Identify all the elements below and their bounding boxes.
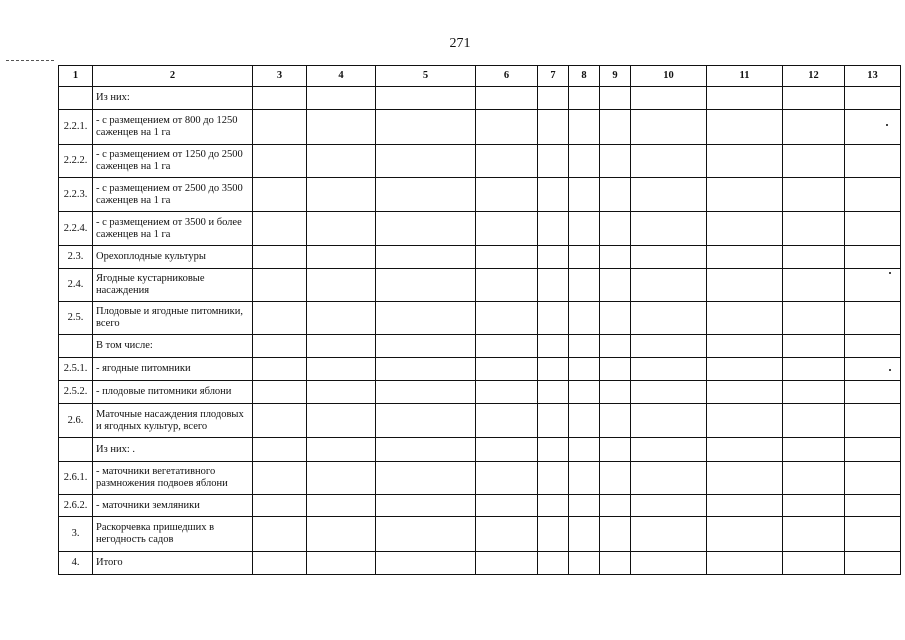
empty-cell (376, 212, 476, 246)
row-label: - маточники земляники (93, 495, 253, 517)
empty-cell (538, 110, 569, 145)
empty-cell (631, 335, 707, 358)
empty-cell (845, 495, 901, 517)
table-row (59, 178, 901, 212)
row-number: 2.5.1. (59, 358, 93, 381)
column-header: 6 (476, 66, 538, 87)
empty-cell (476, 517, 538, 552)
empty-cell (600, 178, 631, 212)
empty-cell (476, 438, 538, 462)
row-number: 2.6. (59, 404, 93, 438)
row-number: 2.6.1. (59, 462, 93, 495)
empty-cell (253, 358, 307, 381)
empty-cell (476, 246, 538, 269)
empty-cell (707, 517, 783, 552)
empty-cell (538, 302, 569, 335)
empty-cell (569, 302, 600, 335)
empty-cell (707, 552, 783, 575)
empty-cell (569, 335, 600, 358)
empty-cell (476, 462, 538, 495)
empty-cell (600, 438, 631, 462)
empty-cell (569, 87, 600, 110)
empty-cell (707, 178, 783, 212)
empty-cell (631, 381, 707, 404)
empty-cell (538, 462, 569, 495)
empty-cell (376, 178, 476, 212)
empty-cell (600, 145, 631, 178)
empty-cell (253, 87, 307, 110)
empty-cell (600, 212, 631, 246)
table-row (59, 269, 901, 302)
empty-cell (253, 335, 307, 358)
row-number: 2.3. (59, 246, 93, 269)
empty-cell (569, 358, 600, 381)
empty-cell (707, 110, 783, 145)
table-row (59, 438, 901, 462)
empty-cell (631, 212, 707, 246)
empty-cell (631, 302, 707, 335)
empty-cell (600, 246, 631, 269)
empty-cell (600, 335, 631, 358)
empty-cell (376, 381, 476, 404)
table-row (59, 302, 901, 335)
page-number: 271 (449, 36, 471, 51)
empty-cell (307, 145, 376, 178)
empty-cell (631, 110, 707, 145)
empty-cell (307, 358, 376, 381)
empty-cell (845, 358, 901, 381)
row-number: 2.5.2. (59, 381, 93, 404)
row-label: Ягодные кустарниковые насаждения (93, 269, 253, 302)
row-label: Из них: (93, 87, 253, 110)
row-label: - плодовые питомники яблони (93, 381, 253, 404)
column-header: 9 (600, 66, 631, 87)
empty-cell (707, 358, 783, 381)
empty-cell (845, 246, 901, 269)
header-row (59, 66, 901, 87)
empty-cell (538, 145, 569, 178)
empty-cell (600, 302, 631, 335)
empty-cell (476, 381, 538, 404)
empty-cell (600, 495, 631, 517)
table-row (59, 517, 901, 552)
empty-cell (569, 495, 600, 517)
row-number: 2.2.4. (59, 212, 93, 246)
scan-artifact-line (6, 60, 54, 61)
empty-cell (476, 145, 538, 178)
row-number: 2.2.3. (59, 178, 93, 212)
empty-cell (376, 358, 476, 381)
row-number: 4. (59, 552, 93, 575)
empty-cell (600, 404, 631, 438)
column-header: 1 (59, 66, 93, 87)
empty-cell (845, 438, 901, 462)
row-label: Из них: . (93, 438, 253, 462)
empty-cell (783, 438, 845, 462)
empty-cell (845, 212, 901, 246)
empty-cell (307, 178, 376, 212)
empty-cell (253, 404, 307, 438)
column-header: 3 (253, 66, 307, 87)
row-label: - маточники вегетативного размножения подвоев яблони (93, 462, 253, 495)
empty-cell (307, 438, 376, 462)
empty-cell (707, 381, 783, 404)
column-header: 4 (307, 66, 376, 87)
column-header: 7 (538, 66, 569, 87)
empty-cell (569, 110, 600, 145)
empty-cell (845, 178, 901, 212)
empty-cell (783, 552, 845, 575)
table-row (59, 212, 901, 246)
empty-cell (253, 517, 307, 552)
empty-cell (376, 269, 476, 302)
row-number: 2.2.1. (59, 110, 93, 145)
empty-cell (376, 246, 476, 269)
empty-cell (783, 87, 845, 110)
empty-cell (783, 381, 845, 404)
empty-cell (783, 178, 845, 212)
empty-cell (631, 404, 707, 438)
empty-cell (600, 269, 631, 302)
empty-cell (538, 87, 569, 110)
empty-cell (783, 404, 845, 438)
empty-cell (845, 462, 901, 495)
row-number: 2.4. (59, 269, 93, 302)
empty-cell (845, 404, 901, 438)
table-row (59, 552, 901, 575)
column-header: 11 (707, 66, 783, 87)
empty-cell (631, 552, 707, 575)
row-number (59, 335, 93, 358)
table-row (59, 87, 901, 110)
row-number (59, 87, 93, 110)
empty-cell (707, 438, 783, 462)
empty-cell (307, 462, 376, 495)
table-row (59, 110, 901, 145)
empty-cell (307, 552, 376, 575)
empty-cell (845, 269, 901, 302)
empty-cell (538, 178, 569, 212)
empty-cell (253, 438, 307, 462)
empty-cell (569, 212, 600, 246)
empty-cell (707, 335, 783, 358)
empty-cell (253, 495, 307, 517)
empty-cell (845, 87, 901, 110)
empty-cell (476, 87, 538, 110)
empty-cell (538, 517, 569, 552)
empty-cell (783, 302, 845, 335)
empty-cell (253, 110, 307, 145)
empty-cell (600, 381, 631, 404)
row-label: Плодовые и ягодные питомники, всего (93, 302, 253, 335)
empty-cell (569, 404, 600, 438)
empty-cell (600, 358, 631, 381)
empty-cell (783, 246, 845, 269)
empty-cell (538, 246, 569, 269)
empty-cell (845, 517, 901, 552)
empty-cell (376, 495, 476, 517)
table-row (59, 381, 901, 404)
empty-cell (569, 462, 600, 495)
row-label: - с размещением от 3500 и более саженцев на 1 га (93, 212, 253, 246)
empty-cell (253, 302, 307, 335)
empty-cell (253, 178, 307, 212)
empty-cell (253, 246, 307, 269)
table-row (59, 404, 901, 438)
empty-cell (569, 438, 600, 462)
empty-cell (376, 438, 476, 462)
empty-cell (707, 269, 783, 302)
row-label: Орехоплодные культуры (93, 246, 253, 269)
row-number (59, 438, 93, 462)
empty-cell (707, 302, 783, 335)
empty-cell (631, 87, 707, 110)
empty-cell (845, 335, 901, 358)
empty-cell (783, 212, 845, 246)
empty-cell (376, 404, 476, 438)
empty-cell (538, 404, 569, 438)
empty-cell (631, 495, 707, 517)
empty-cell (783, 462, 845, 495)
empty-cell (783, 358, 845, 381)
empty-cell (707, 246, 783, 269)
row-label: Итого (93, 552, 253, 575)
empty-cell (845, 381, 901, 404)
table-row (59, 335, 901, 358)
row-label: Раскорчевка пришедших в негодность садов (93, 517, 253, 552)
row-label: В том числе: (93, 335, 253, 358)
column-header: 10 (631, 66, 707, 87)
empty-cell (845, 552, 901, 575)
empty-cell (569, 517, 600, 552)
empty-cell (600, 552, 631, 575)
empty-cell (600, 517, 631, 552)
row-label: Маточные насаждения плодовых и ягодных культур, всего (93, 404, 253, 438)
empty-cell (307, 212, 376, 246)
row-label: - с размещением от 1250 до 2500 саженцев на 1 га (93, 145, 253, 178)
empty-cell (253, 145, 307, 178)
column-header: 5 (376, 66, 476, 87)
empty-cell (783, 269, 845, 302)
empty-cell (253, 381, 307, 404)
empty-cell (376, 302, 476, 335)
empty-cell (376, 517, 476, 552)
empty-cell (253, 552, 307, 575)
empty-cell (376, 462, 476, 495)
empty-cell (783, 110, 845, 145)
column-header: 13 (845, 66, 901, 87)
empty-cell (845, 302, 901, 335)
empty-cell (538, 381, 569, 404)
empty-cell (569, 552, 600, 575)
empty-cell (376, 87, 476, 110)
empty-cell (538, 358, 569, 381)
empty-cell (253, 212, 307, 246)
table-row (59, 145, 901, 178)
empty-cell (631, 178, 707, 212)
table-row (59, 246, 901, 269)
empty-cell (253, 269, 307, 302)
empty-cell (783, 495, 845, 517)
row-number: 3. (59, 517, 93, 552)
empty-cell (707, 87, 783, 110)
empty-cell (476, 335, 538, 358)
table-row (59, 462, 901, 495)
empty-cell (307, 87, 376, 110)
empty-cell (538, 269, 569, 302)
empty-cell (376, 335, 476, 358)
empty-cell (376, 110, 476, 145)
empty-cell (707, 404, 783, 438)
row-number: 2.5. (59, 302, 93, 335)
empty-cell (476, 404, 538, 438)
empty-cell (307, 381, 376, 404)
empty-cell (631, 517, 707, 552)
column-header: 8 (569, 66, 600, 87)
empty-cell (569, 145, 600, 178)
row-label: - ягодные питомники (93, 358, 253, 381)
empty-cell (845, 145, 901, 178)
empty-cell (783, 145, 845, 178)
empty-cell (253, 462, 307, 495)
row-label: - с размещением от 800 до 1250 саженцев на 1 га (93, 110, 253, 145)
row-label: - с размещением от 2500 до 3500 саженцев на 1 га (93, 178, 253, 212)
empty-cell (376, 145, 476, 178)
empty-cell (376, 552, 476, 575)
empty-cell (307, 302, 376, 335)
empty-cell (538, 552, 569, 575)
empty-cell (538, 335, 569, 358)
empty-cell (476, 178, 538, 212)
empty-cell (600, 87, 631, 110)
empty-cell (783, 517, 845, 552)
empty-cell (476, 358, 538, 381)
row-number: 2.6.2. (59, 495, 93, 517)
empty-cell (538, 438, 569, 462)
column-header: 2 (93, 66, 253, 87)
empty-cell (569, 178, 600, 212)
data-table (58, 65, 901, 575)
empty-cell (707, 145, 783, 178)
empty-cell (631, 438, 707, 462)
empty-cell (600, 462, 631, 495)
empty-cell (476, 302, 538, 335)
empty-cell (538, 212, 569, 246)
table-row (59, 495, 901, 517)
empty-cell (307, 335, 376, 358)
empty-cell (707, 462, 783, 495)
empty-cell (476, 495, 538, 517)
empty-cell (845, 110, 901, 145)
empty-cell (569, 269, 600, 302)
empty-cell (569, 246, 600, 269)
empty-cell (631, 145, 707, 178)
empty-cell (307, 246, 376, 269)
empty-cell (631, 269, 707, 302)
empty-cell (307, 517, 376, 552)
empty-cell (569, 381, 600, 404)
empty-cell (476, 552, 538, 575)
empty-cell (307, 110, 376, 145)
empty-cell (476, 212, 538, 246)
empty-cell (631, 358, 707, 381)
empty-cell (707, 212, 783, 246)
empty-cell (600, 110, 631, 145)
empty-cell (307, 404, 376, 438)
empty-cell (538, 495, 569, 517)
row-number: 2.2.2. (59, 145, 93, 178)
table-row (59, 358, 901, 381)
empty-cell (631, 246, 707, 269)
column-header: 12 (783, 66, 845, 87)
empty-cell (307, 495, 376, 517)
empty-cell (476, 269, 538, 302)
empty-cell (707, 495, 783, 517)
empty-cell (783, 335, 845, 358)
empty-cell (631, 462, 707, 495)
empty-cell (307, 269, 376, 302)
empty-cell (476, 110, 538, 145)
